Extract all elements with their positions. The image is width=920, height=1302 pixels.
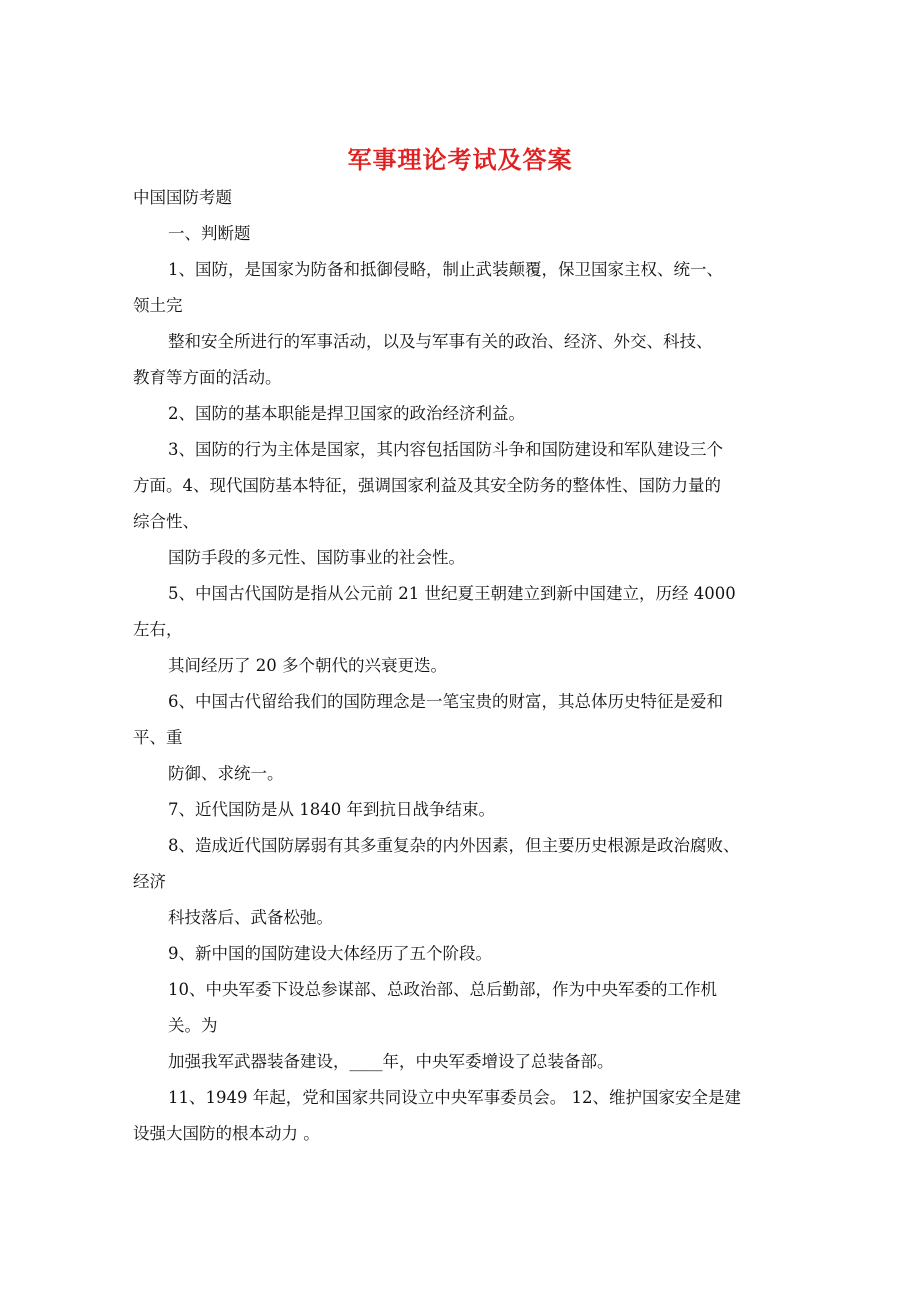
document-subtitle: 中国国防考题	[133, 188, 232, 207]
text-line: 方面。4、现代国防基本特征，强调国家利益及其安全防务的整体性、国防力量的	[133, 476, 721, 495]
text-line: 平、重	[133, 728, 183, 747]
text-line: 科技落后、武备松弛。	[168, 908, 333, 927]
text-line: 11、1949 年起，党和国家共同设立中央军事委员会。 12、维护国家安全是建	[168, 1088, 741, 1107]
text-line: 8、造成近代国防孱弱有其多重复杂的内外因素，但主要历史根源是政治腐败、	[168, 836, 740, 855]
text-line: 领土完	[133, 296, 183, 315]
text-line: 防御、求统一。	[168, 764, 284, 783]
text-line: 1、国防，是国家为防备和抵御侵略，制止武装颠覆，保卫国家主权、统一、	[168, 260, 723, 279]
text-line: 6、中国古代留给我们的国防理念是一笔宝贵的财富，其总体历史特征是爱和	[168, 692, 723, 711]
section-heading: 一、判断题	[168, 224, 251, 243]
text-line: 关。为	[168, 1016, 218, 1035]
text-line: 国防手段的多元性、国防事业的社会性。	[168, 548, 465, 567]
text-line: 7、近代国防是从 1840 年到抗日战争结束。	[168, 800, 495, 819]
document-title: 军事理论考试及答案	[347, 145, 573, 174]
text-line: 加强我军武器装备建设，____年，中央军委增设了总装备部。	[168, 1052, 614, 1071]
text-line: 10、中央军委下设总参谋部、总政治部、总后勤部，作为中央军委的工作机	[168, 980, 717, 999]
text-line: 左右，	[133, 620, 183, 639]
text-line: 其间经历了 20 多个朝代的兴衰更迭。	[168, 656, 447, 675]
text-line: 设强大国防的根本动力 。	[133, 1124, 320, 1143]
text-line: 综合性、	[133, 512, 199, 531]
text-line: 9、新中国的国防建设大体经历了五个阶段。	[168, 944, 492, 963]
text-line: 5、中国古代国防是指从公元前 21 世纪夏王朝建立到新中国建立，历经 4000	[168, 584, 736, 603]
text-line: 3、国防的行为主体是国家，其内容包括国防斗争和国防建设和军队建设三个	[168, 440, 723, 459]
text-line: 教育等方面的活动。	[133, 368, 282, 387]
text-line: 2、国防的基本职能是捍卫国家的政治经济利益。	[168, 404, 525, 423]
text-line: 整和安全所进行的军事活动，以及与军事有关的政治、经济、外交、科技、	[168, 332, 713, 351]
text-line: 经济	[133, 872, 166, 891]
